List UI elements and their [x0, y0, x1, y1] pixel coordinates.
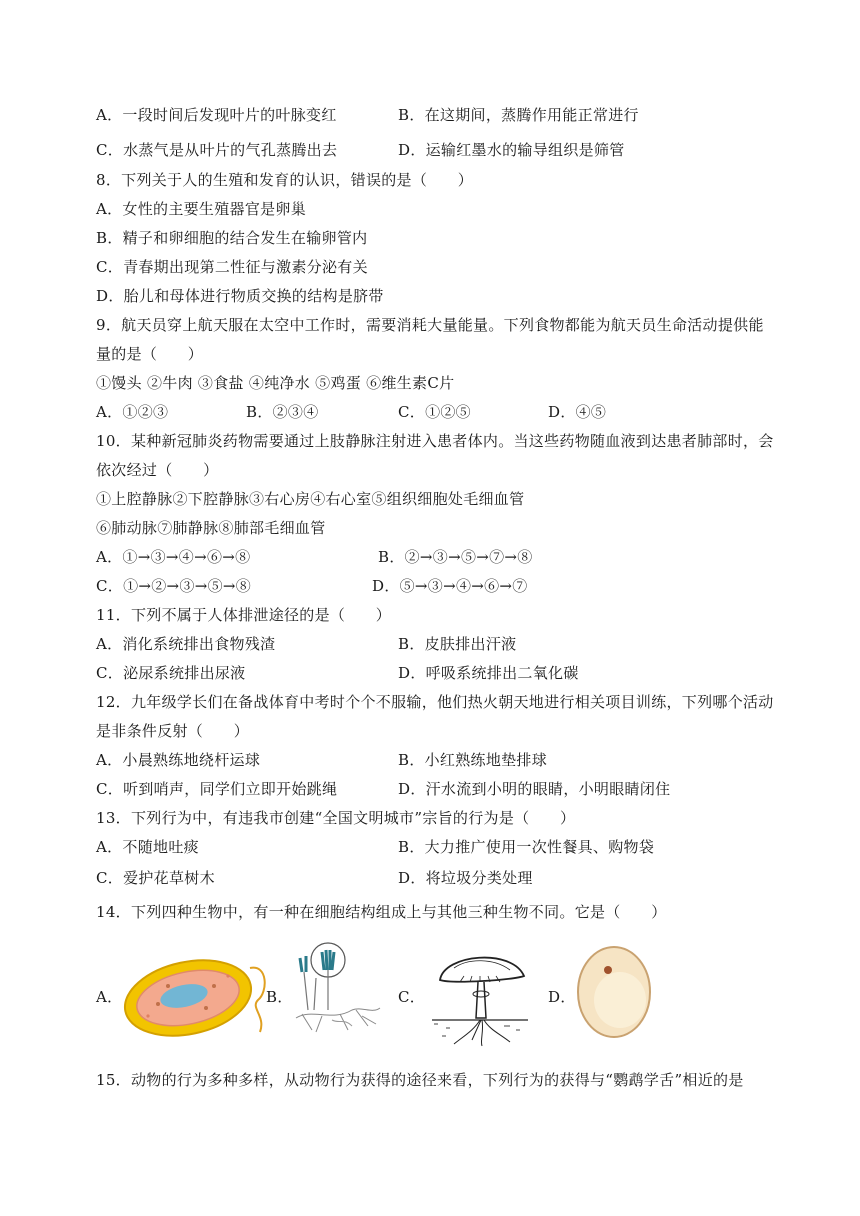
q13-option-d: D．将垃圾分类处理 — [398, 869, 533, 887]
q12-option-a: A．小晨熟练地绕杆运球 — [96, 751, 261, 769]
q11-option-c: C．泌尿系统排出尿液 — [96, 664, 246, 682]
q10-stem-line2: 依次经过（ ） — [96, 461, 219, 479]
q11-option-a: A．消化系统排出食物残渣 — [96, 635, 276, 653]
mold-image — [292, 938, 384, 1040]
q9-option-b: B．②③④ — [246, 403, 319, 421]
q8-option-a: A．女性的主要生殖器官是卵巢 — [96, 200, 307, 218]
q13-option-c: C．爱护花草树木 — [96, 869, 215, 887]
q7-option-c: C．水蒸气是从叶片的气孔蒸腾出去 — [96, 141, 338, 159]
q14-stem: 14．下列四种生物中，有一种在细胞结构组成上与其他三种生物不同。它是（ ） — [96, 903, 667, 921]
q10-option-b: B．②→③→⑤→⑦→⑧ — [378, 548, 533, 566]
q9-option-c: C．①②⑤ — [398, 403, 471, 421]
q10-items-line2: ⑥肺动脉⑦肺静脉⑧肺部毛细血管 — [96, 519, 326, 537]
q10-stem-line1: 10．某种新冠肺炎药物需要通过上肢静脉注射进入患者体内。当这些药物随血液到达患者肺部时，会 — [96, 432, 774, 450]
q9-stem-line1: 9．航天员穿上航天服在太空中工作时，需要消耗大量能量。下列食物都能为航天员生命活动提供能 — [96, 316, 764, 334]
q10-option-a: A．①→③→④→⑥→⑧ — [96, 548, 251, 566]
q9-stem-line2: 量的是（ ） — [96, 345, 204, 363]
q8-option-d: D．胎儿和母体进行物质交换的结构是脐带 — [96, 287, 384, 305]
q7-option-a: A．一段时间后发现叶片的叶脉变红 — [96, 106, 337, 124]
q8-stem: 8．下列关于人的生殖和发育的认识，错误的是（ ） — [96, 171, 474, 189]
q10-option-d: D．⑤→③→④→⑥→⑦ — [372, 577, 528, 595]
q14-label-c: C． — [398, 988, 426, 1006]
q12-option-d: D．汗水流到小明的眼睛，小明眼睛闭住 — [398, 780, 671, 798]
q9-option-a: A．①②③ — [96, 403, 169, 421]
q13-option-b: B．大力推广使用一次性餐具、购物袋 — [398, 838, 655, 856]
q12-option-c: C．听到哨声，同学们立即开始跳绳 — [96, 780, 338, 798]
q8-option-b: B．精子和卵细胞的结合发生在输卵管内 — [96, 229, 368, 247]
q12-stem-line2: 是非条件反射（ ） — [96, 722, 250, 740]
q9-option-d: D．④⑤ — [548, 403, 607, 421]
q14-label-a: A． — [96, 988, 123, 1006]
q15-stem: 15．动物的行为多种多样，从动物行为获得的途径来看，下列行为的获得与“鹦鹉学舌”相近的是 — [96, 1071, 744, 1089]
q7-option-b: B．在这期间，蒸腾作用能正常进行 — [398, 106, 639, 124]
q9-items: ①馒头 ②牛肉 ③食盐 ④纯净水 ⑤鸡蛋 ⑥维生素C片 — [96, 374, 455, 392]
q11-stem: 11．下列不属于人体排泄途径的是（ ） — [96, 606, 392, 624]
q14-label-d: D． — [548, 988, 576, 1006]
mushroom-image — [424, 940, 532, 1048]
q14-label-b: B． — [266, 988, 293, 1006]
q13-stem: 13．下列行为中，有违我市创建“全国文明城市”宗旨的行为是（ ） — [96, 809, 576, 827]
q12-stem-line1: 12．九年级学长们在备战体育中考时个个不服输，他们热火朝天地进行相关项目训练，下列哪个活动 — [96, 693, 774, 711]
bacterium-image — [118, 946, 268, 1042]
q11-option-b: B．皮肤排出汗液 — [398, 635, 517, 653]
q7-option-d: D．运输红墨水的输导组织是筛管 — [398, 141, 625, 159]
q13-option-a: A．不随地吐痰 — [96, 838, 199, 856]
q10-option-c: C．①→②→③→⑤→⑧ — [96, 577, 252, 595]
q12-option-b: B．小红熟练地垫排球 — [398, 751, 548, 769]
q11-option-d: D．呼吸系统排出二氧化碳 — [398, 664, 579, 682]
q10-items-line1: ①上腔静脉②下腔静脉③右心房④右心室⑤组织细胞处毛细血管 — [96, 490, 525, 508]
cell-image — [574, 944, 658, 1040]
q8-option-c: C．青春期出现第二性征与激素分泌有关 — [96, 258, 368, 276]
